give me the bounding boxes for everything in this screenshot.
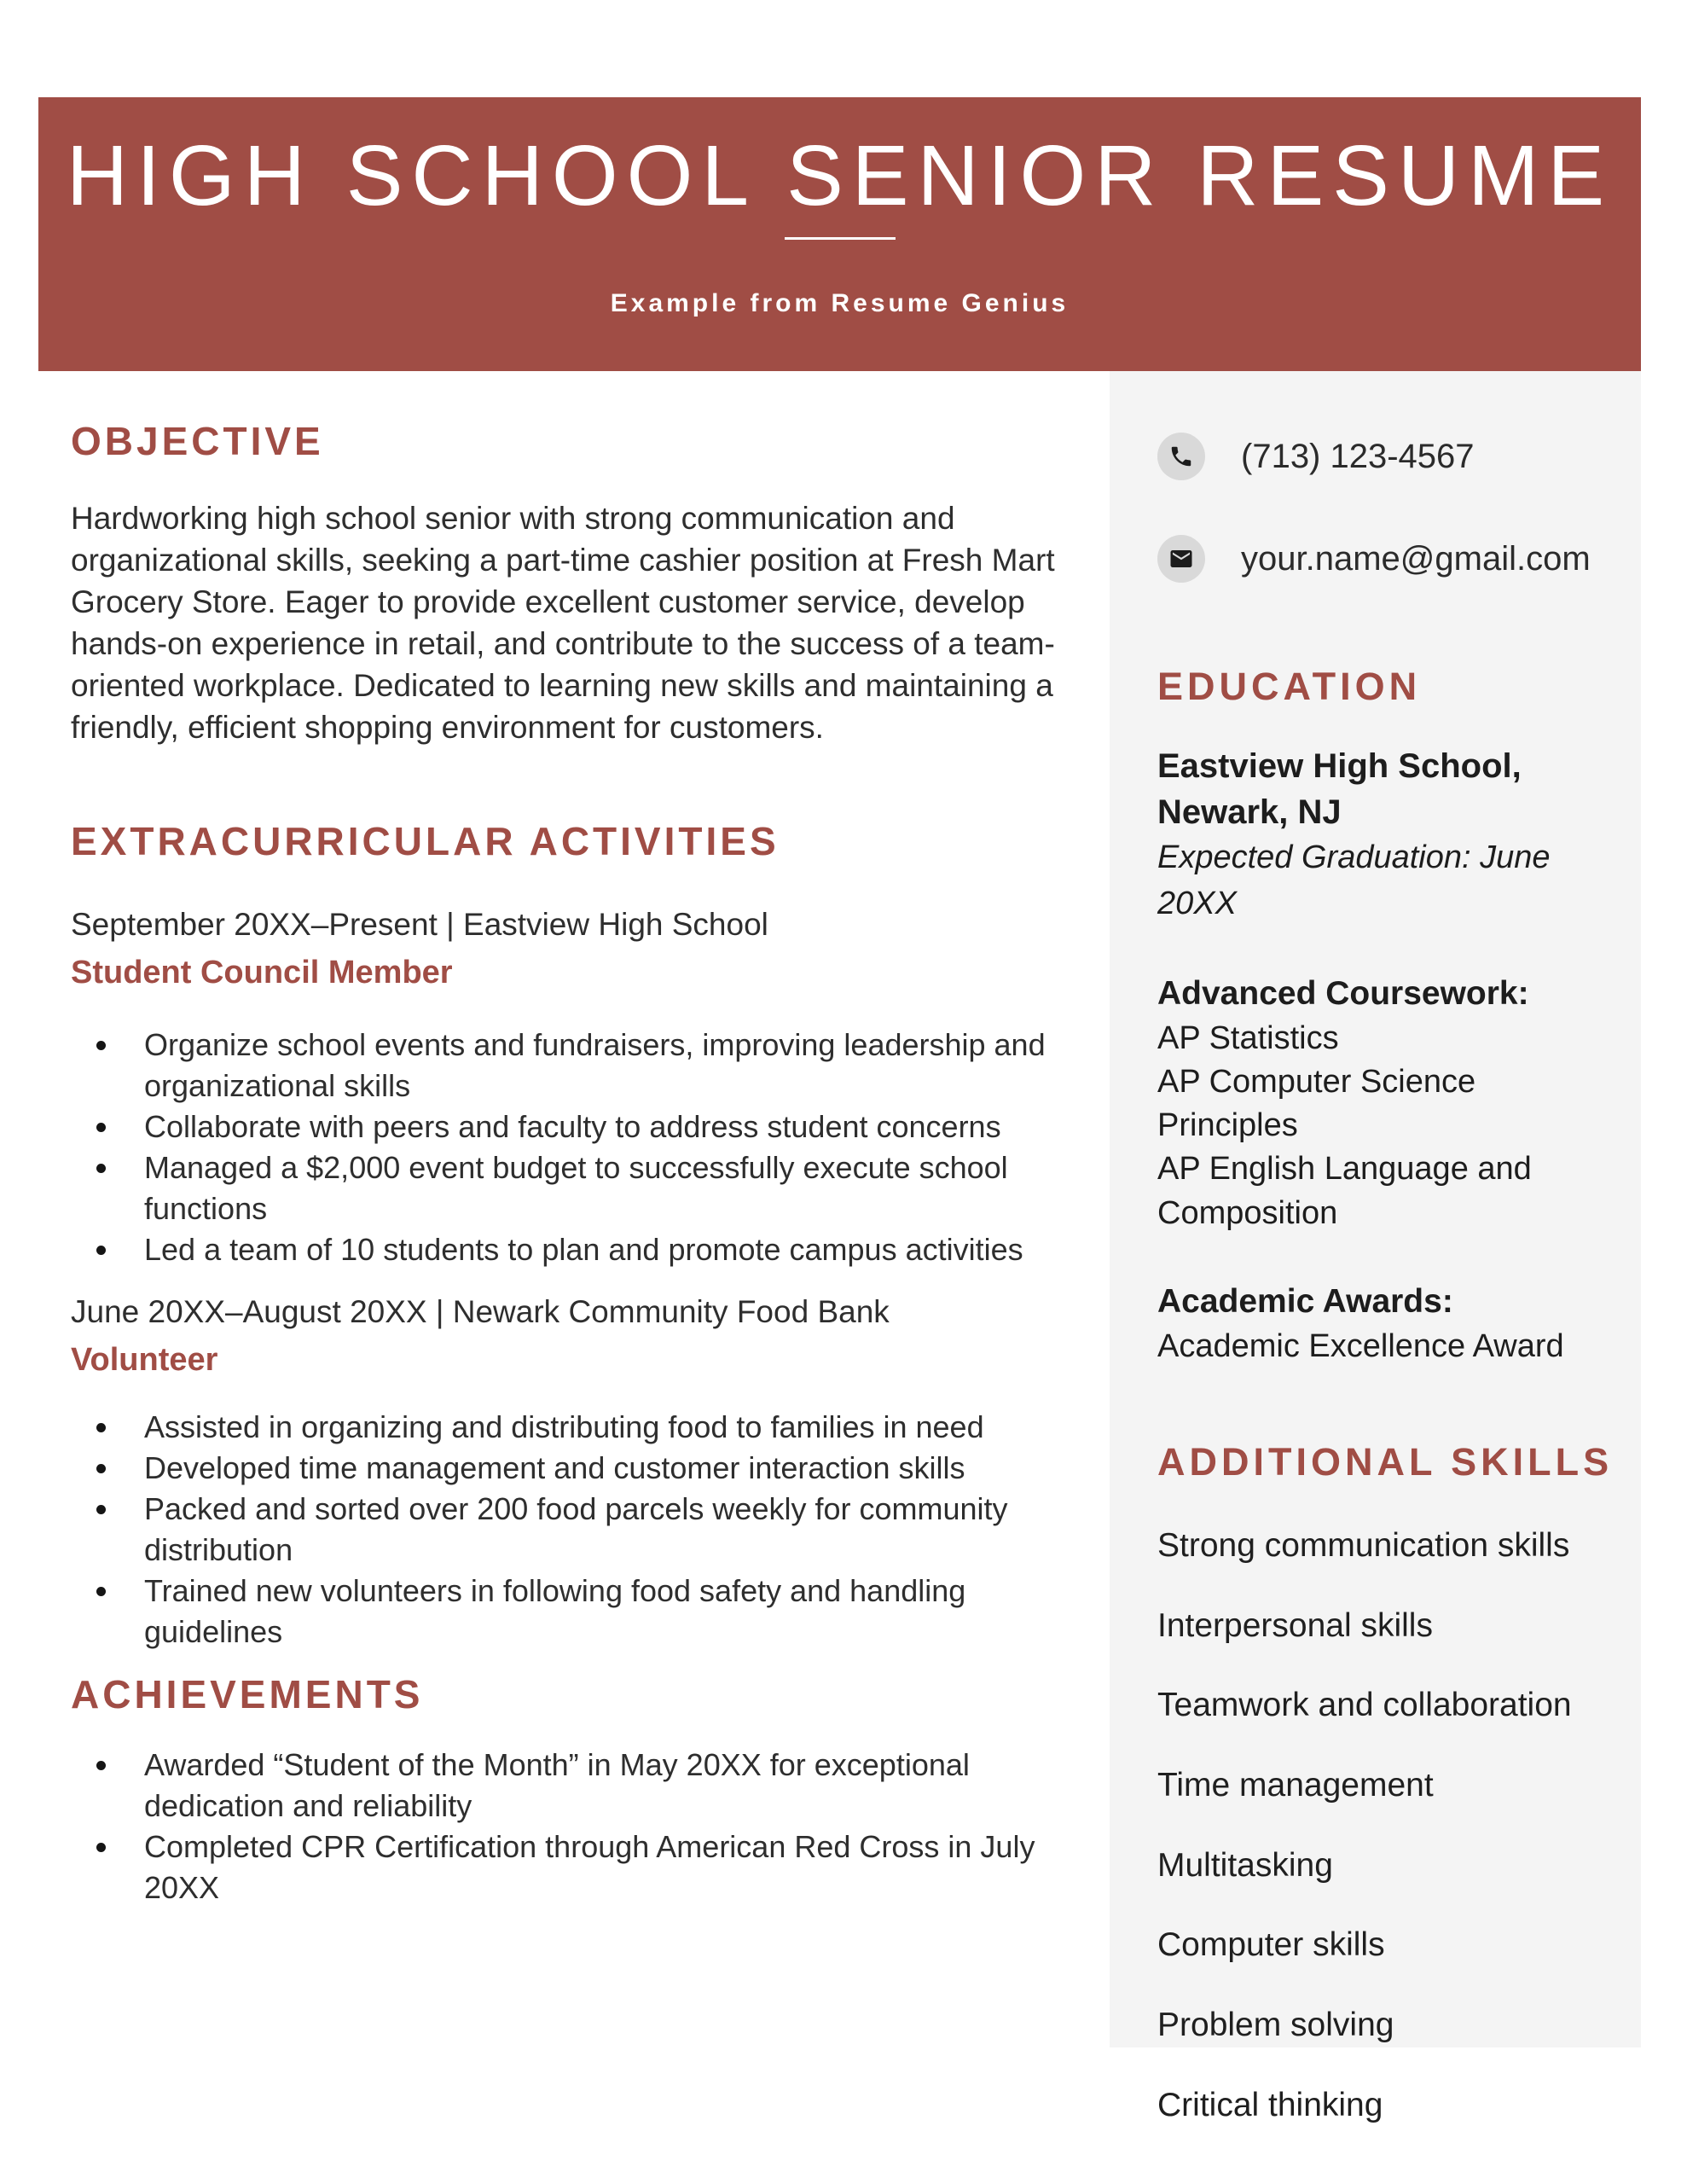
page-title: HIGH SCHOOL SENIOR RESUME xyxy=(66,128,1614,224)
bullet-item: Organize school events and fundraisers, improving leadership and organizational skills xyxy=(71,1025,1094,1107)
bullet-item: Trained new volunteers in following food safety and handling guidelines xyxy=(71,1571,1094,1653)
mail-icon xyxy=(1157,535,1205,583)
email-row xyxy=(1157,535,1615,583)
phone-icon xyxy=(1157,433,1205,480)
email-address: your.name@gmail.com xyxy=(1241,539,1591,578)
coursework-item: AP Computer Science Principles xyxy=(1157,1063,1476,1144)
skill-item: Interpersonal skills xyxy=(1157,1606,1433,1644)
award-item: Academic Excellence Award xyxy=(1157,1327,1564,1364)
education-graduation: Expected Graduation: June 20XX xyxy=(1157,839,1551,921)
skill-item: Multitasking xyxy=(1157,1846,1333,1884)
header-band xyxy=(38,97,1641,371)
bullet-item: Collaborate with peers and faculty to address student concerns xyxy=(71,1107,1094,1147)
achievement-item: Awarded “Student of the Month” in May 20XX for exceptional dedication and reliability xyxy=(71,1745,1094,1827)
achievements-heading: ACHIEVEMENTS xyxy=(71,1672,424,1716)
phone-row xyxy=(1157,433,1615,480)
skill-item: Teamwork and collaboration xyxy=(1157,1687,1572,1724)
skill-item: Problem solving xyxy=(1157,2007,1394,2043)
phone-number: (713) 123-4567 xyxy=(1241,437,1475,475)
bullet-item: Packed and sorted over 200 food parcels weekly for community distribution xyxy=(71,1489,1094,1571)
sidebar xyxy=(1110,371,1641,2123)
extracurricular-heading: EXTRACURRICULAR ACTIVITIES xyxy=(71,819,780,863)
entry-role-title: Student Council Member xyxy=(71,955,453,990)
skill-item: Time management xyxy=(1157,1766,1434,1804)
main-column xyxy=(71,401,1094,1908)
achievements-list xyxy=(71,1745,1094,1908)
additional-skills-heading: ADDITIONAL SKILLS xyxy=(1157,1439,1614,1484)
education-school-line1: Eastview High School, xyxy=(1157,747,1522,785)
bullet-list xyxy=(71,1025,1094,1270)
skill-item: Computer skills xyxy=(1157,1926,1385,1964)
bullet-item: Assisted in organizing and distributing food to families in need xyxy=(71,1407,1094,1448)
page-subtitle: Example from Resume Genius xyxy=(610,289,1070,317)
coursework-item: AP Statistics xyxy=(1157,1019,1339,1056)
skills-list xyxy=(1157,1527,1615,2123)
skill-item: Critical thinking xyxy=(1157,2086,1383,2123)
bullet-list xyxy=(71,1407,1094,1653)
education-school-line2: Newark, NJ xyxy=(1157,793,1342,831)
coursework-item: AP English Language and Composition xyxy=(1157,1151,1532,1231)
title-underline xyxy=(785,237,896,240)
entry-role-title: Volunteer xyxy=(71,1342,218,1378)
entry-dates-line: September 20XX–Present | Eastview High School xyxy=(71,907,768,942)
achievement-item: Completed CPR Certification through American Red Cross in July 20XX xyxy=(71,1827,1094,1908)
education-heading: EDUCATION xyxy=(1157,665,1422,708)
bullet-item: Developed time management and customer interaction skills xyxy=(71,1448,1094,1489)
objective-text: Hardworking high school senior with strong communication and organizational skills, seeking a part-time cashier position at Fresh Mart Grocery Store. Eager to provide excellent customer service, develop hands-on experience in retail, and contribute to the success of a team-oriented workplace. Dedicated to learning new skills and maintaining a friendly, efficient shopping environment for customers. xyxy=(71,501,1055,745)
objective-heading: OBJECTIVE xyxy=(71,419,324,463)
coursework-label: Advanced Coursework: xyxy=(1157,974,1529,1012)
bullet-item: Led a team of 10 students to plan and promote campus activities xyxy=(71,1229,1094,1270)
bullet-item: Managed a $2,000 event budget to successfully execute school functions xyxy=(71,1147,1094,1229)
skill-item: Strong communication skills xyxy=(1157,1526,1570,1564)
awards-label: Academic Awards: xyxy=(1157,1283,1453,1321)
entry-dates-line: June 20XX–August 20XX | Newark Community Food Bank xyxy=(71,1294,890,1329)
